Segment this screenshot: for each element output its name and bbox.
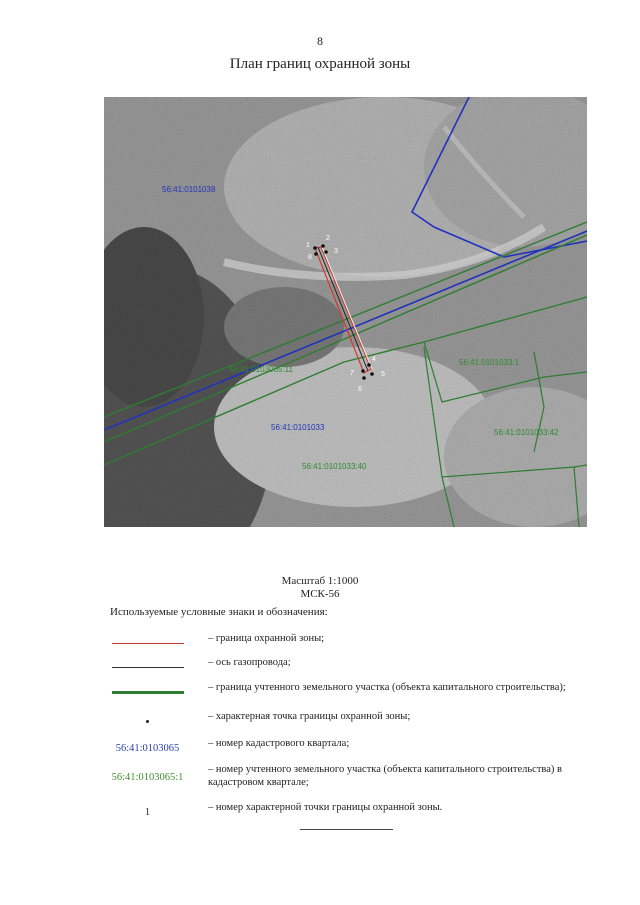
scale-info [0, 575, 640, 601]
legend-title: Используемые условные знаки и обозначения: [110, 606, 328, 618]
point-number: 7 [350, 370, 354, 377]
black-line-symbol [112, 667, 184, 668]
legend-item-blue-text [90, 733, 560, 763]
boundary-point [324, 250, 328, 254]
map-canvas[interactable] [104, 97, 587, 527]
point-number: 8 [308, 254, 312, 261]
signature-line [300, 829, 393, 830]
legend-text: – ось газопровода; [208, 657, 291, 668]
parcel-label: 56:41:0101033:1 [459, 358, 520, 367]
page-title: План границ охранной зоны [229, 56, 411, 72]
legend-item-dot [90, 706, 560, 736]
boundary-point [370, 372, 374, 376]
boundary-point [361, 369, 365, 373]
legend-text: – характерная точка границы охранной зоны; [208, 711, 411, 722]
point-number: 5 [381, 371, 385, 378]
point-number: 4 [372, 356, 376, 363]
legend-text: – номер учтенного земельного участка (объекта капитального строительства) в кадастровом квартале; [208, 764, 562, 788]
parcel-number-sample: 56:41:0103065:1 [111, 771, 184, 783]
point-number: 1 [306, 242, 310, 249]
quarter-label: 56:41:0101038 [162, 185, 216, 194]
coordinate-system: МСК-56 [300, 588, 340, 600]
dot-symbol [146, 720, 149, 723]
boundary-point [367, 363, 371, 367]
boundary-point [321, 244, 325, 248]
legend-item-green-line [90, 677, 566, 707]
point-number: 3 [334, 248, 338, 255]
legend-text: – граница охранной зоны; [208, 633, 325, 644]
legend-item-green-text [90, 760, 560, 794]
green-line-symbol [112, 691, 184, 694]
boundary-point [314, 252, 318, 256]
quarter-number-sample: 56:41:0103065 [115, 742, 180, 754]
quarter-label: 56:41:0101033 [271, 423, 325, 432]
red-line-symbol [112, 643, 184, 644]
page-number: 8 [317, 34, 323, 48]
parcel-label: 56:41:0101033:42 [494, 428, 559, 437]
parcel-label: 56:41:0101033:40 [302, 462, 367, 471]
boundary-point [313, 246, 317, 250]
legend-text: – номер кадастрового квартала; [208, 738, 350, 749]
parcel-label: 56:41:0103065:11 [229, 365, 293, 374]
map-frame[interactable] [104, 97, 587, 527]
legend-item-number [90, 797, 560, 827]
point-number: 6 [358, 386, 362, 393]
boundary-point [362, 376, 366, 380]
legend-text: – граница учтенного земельного участка (объекта капитального строительства); [208, 682, 566, 693]
point-number-sample: 1 [144, 806, 151, 818]
point-number: 2 [326, 235, 330, 242]
scale-ratio: Масштаб 1:1000 [281, 575, 359, 587]
legend-text: – номер характерной точки границы охранной зоны. [208, 802, 443, 813]
